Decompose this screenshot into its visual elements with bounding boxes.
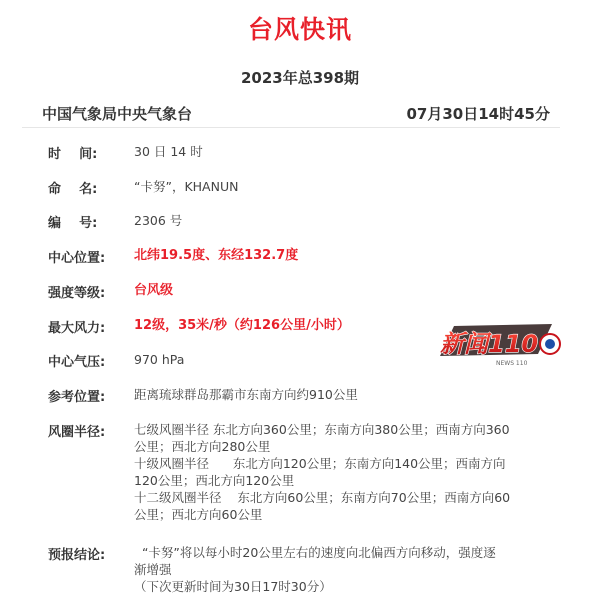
issue-number: 2023年总398期 bbox=[240, 69, 360, 87]
page-title: 台风快讯 bbox=[247, 15, 352, 44]
max-wind-value: 12级，35米/秒（约126公里/小时） bbox=[134, 318, 350, 333]
radius-line-2: 公里；西北方向280公里 bbox=[134, 439, 271, 454]
radius-value bbox=[134, 421, 546, 523]
radius-label: 风圈半径: bbox=[48, 425, 106, 440]
logo-globe-icon bbox=[545, 339, 555, 349]
center-value: 北纬19.5度、东经132.7度 bbox=[134, 248, 299, 263]
radius-line-5: 十二级风圈半径 东北方向60公里；东南方向70公里；西南方向60 bbox=[134, 490, 511, 505]
forecast-label: 预报结论: bbox=[48, 548, 106, 563]
center-label: 中心位置: bbox=[48, 251, 106, 266]
number-value: 2306 号 bbox=[134, 213, 183, 228]
header-divider bbox=[22, 127, 560, 128]
news110-logo bbox=[434, 318, 564, 370]
number-label: 编 号: bbox=[48, 216, 98, 231]
name-label: 命 名: bbox=[48, 182, 98, 197]
intensity-label: 强度等级: bbox=[48, 286, 106, 301]
radius-line-4: 120公里；西北方向120公里 bbox=[134, 473, 295, 488]
logo-subtext: NEWS 110 bbox=[496, 360, 528, 367]
reference-label: 参考位置: bbox=[48, 390, 106, 405]
max-wind-label: 最大风力: bbox=[48, 321, 106, 336]
reference-value: 距离琉球群岛那霸市东南方向约910公里 bbox=[134, 387, 358, 402]
radius-line-6: 公里；西北方向60公里 bbox=[134, 507, 263, 522]
radius-line-1: 七级风圈半径 东北方向360公里；东南方向380公里；西南方向360 bbox=[134, 422, 510, 437]
forecast-value bbox=[134, 544, 546, 595]
agency-name: 中国气象局中央气象台 bbox=[42, 105, 193, 123]
time-value: 30 日 14 时 bbox=[134, 144, 203, 159]
forecast-line-2: 渐增强 bbox=[134, 562, 172, 577]
time-label: 时 间: bbox=[48, 147, 98, 162]
intensity-value: 台风级 bbox=[134, 283, 174, 298]
logo-text: 新闻110 bbox=[440, 330, 539, 358]
radius-line-3: 十级风圈半径 东北方向120公里；东南方向140公里；西南方向 bbox=[134, 456, 506, 471]
name-value: “卡努”，KHANUN bbox=[134, 179, 239, 194]
pressure-label: 中心气压: bbox=[48, 355, 106, 370]
forecast-line-1: “卡努”将以每小时20公里左右的速度向北偏西方向移动，强度逐 bbox=[134, 545, 496, 560]
forecast-line-3: （下次更新时间为30日17时30分） bbox=[134, 579, 332, 594]
publish-time: 07月30日14时45分 bbox=[406, 105, 550, 123]
pressure-value: 970 hPa bbox=[134, 352, 185, 367]
